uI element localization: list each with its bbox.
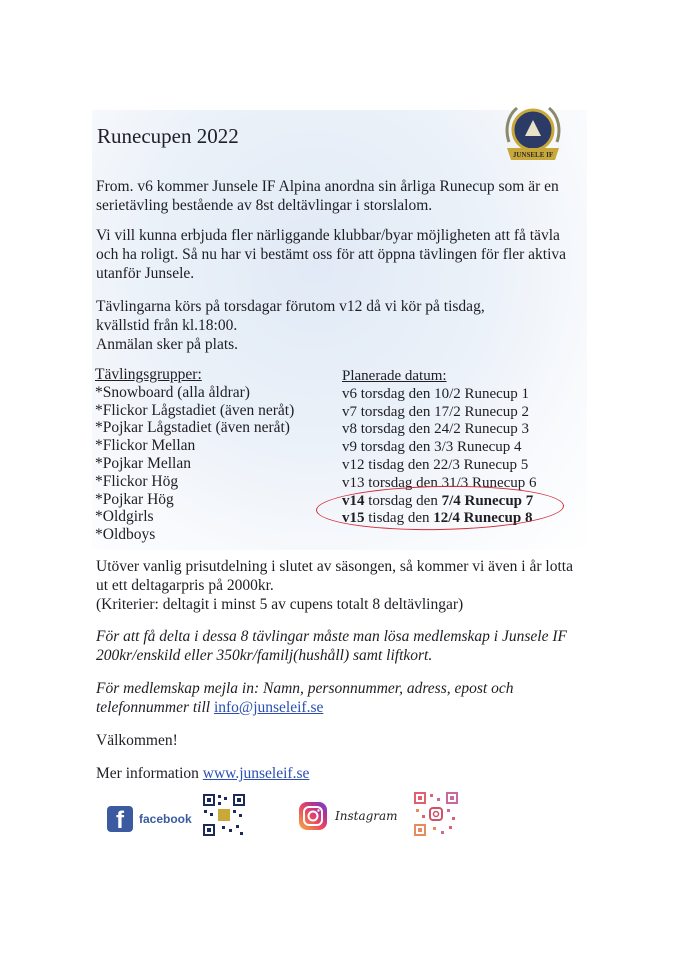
date-item: v6 torsdag den 10/2 Runecup 1 — [342, 385, 530, 402]
text-line: och ha roligt. Så nu har vi bestämt oss för att öppna tävlingen för fler aktiva — [96, 246, 567, 263]
group-item: *Oldboys — [95, 526, 156, 544]
text-line: 200kr/enskild eller 350kr/familj(hushåll) samt liftkort. — [96, 647, 433, 664]
group-item: *Oldgirls — [95, 508, 154, 526]
website-link[interactable]: www.junseleif.se — [202, 765, 310, 782]
logo-text: JUNSELE IF — [512, 151, 554, 159]
date-item: v12 tisdag den 22/3 Runecup 5 — [342, 456, 529, 473]
text-line: Anmälan sker på plats. — [96, 336, 239, 353]
group-item: *Snowboard (alla åldrar) — [95, 383, 250, 401]
group-item: *Pojkar Mellan — [95, 454, 191, 472]
instagram-qr-code-icon[interactable] — [413, 791, 459, 837]
date-item: v13 torsdag den 31/3 Runecup 6 — [342, 474, 537, 491]
facebook-icon: f — [107, 806, 133, 832]
contact-prefix: telefonnummer till — [96, 699, 214, 716]
welcome-text: Välkommen! — [96, 732, 178, 749]
text-line: serietävling bestående av 8st deltävlingar i storslalom. — [96, 197, 433, 214]
text-line: För att få delta i dessa 8 tävlingar måste man lösa medlemskap i Junsele IF — [96, 628, 567, 645]
text-line: Tävlingarna körs på torsdagar förutom v12 då vi kör på tisdag, — [96, 298, 485, 315]
text-line — [96, 698, 566, 717]
membership-paragraph — [96, 627, 566, 665]
schedule-paragraph — [96, 297, 566, 354]
week-label: v15 — [342, 510, 365, 527]
group-item: *Flickor Hög — [95, 472, 179, 490]
club-crest-icon — [501, 102, 565, 170]
text-line: För medlemskap mejla in: Namn, personnummer, adress, epost och — [96, 680, 514, 697]
text-line: kvällstid från kl.18:00. — [96, 317, 238, 334]
instagram-icon — [299, 802, 327, 830]
instagram-badge[interactable] — [299, 802, 398, 830]
more-info-line — [96, 764, 566, 783]
group-item: *Flickor Mellan — [95, 437, 196, 455]
text-line: utanför Junsele. — [96, 265, 195, 282]
page-title: Runecupen 2022 — [97, 124, 239, 148]
text-line: Vi vill kunna erbjuda fler närliggande klubbar/byar möjligheten att få tävla — [96, 227, 560, 244]
group-item: *Pojkar Hög — [95, 490, 174, 508]
competition-groups-list — [95, 366, 294, 544]
prizes-paragraph — [96, 557, 573, 614]
date-item: v8 torsdag den 24/2 Runecup 3 — [342, 421, 530, 438]
text-line: From. v6 kommer Junsele IF Alpina anordna sin årliga Runecup som är en — [96, 178, 559, 195]
week-label: v14 — [342, 492, 365, 509]
text-line: (Kriterier: deltagit i minst 5 av cupens totalt 8 deltävlingar) — [96, 596, 464, 613]
facebook-badge[interactable] — [107, 806, 192, 832]
cup-label: Runecup 7 — [464, 492, 534, 509]
groups-heading: Tävlingsgrupper: — [95, 366, 202, 383]
day-label: torsdag den — [364, 492, 442, 509]
day-label: tisdag den — [364, 510, 434, 527]
email-link[interactable]: info@junseleif.se — [213, 699, 324, 716]
dates-heading: Planerade datum: — [342, 368, 447, 384]
date-label: 7/4 — [441, 492, 461, 509]
text-line: ut ett deltagarpris på 2000kr. — [96, 577, 274, 594]
date-item: v9 torsdag den 3/3 Runecup 4 — [342, 439, 522, 456]
intro-paragraph-2 — [96, 226, 566, 283]
contact-paragraph — [96, 679, 566, 717]
date-label: 12/4 — [433, 510, 460, 527]
facebook-label: facebook — [139, 812, 192, 826]
date-item: v7 torsdag den 17/2 Runecup 2 — [342, 403, 530, 420]
text-line: Utöver vanlig prisutdelning i slutet av säsongen, så kommer vi även i år lotta — [96, 558, 573, 575]
group-item: *Pojkar Lågstadiet (även neråt) — [95, 419, 290, 437]
more-info-prefix: Mer information — [96, 765, 203, 782]
intro-paragraph-1 — [96, 177, 566, 215]
group-item: *Flickor Lågstadiet (även neråt) — [95, 401, 295, 419]
cup-label: Runecup 8 — [463, 510, 533, 527]
facebook-qr-code-icon[interactable] — [202, 793, 246, 837]
instagram-label: Instagram — [335, 809, 398, 823]
